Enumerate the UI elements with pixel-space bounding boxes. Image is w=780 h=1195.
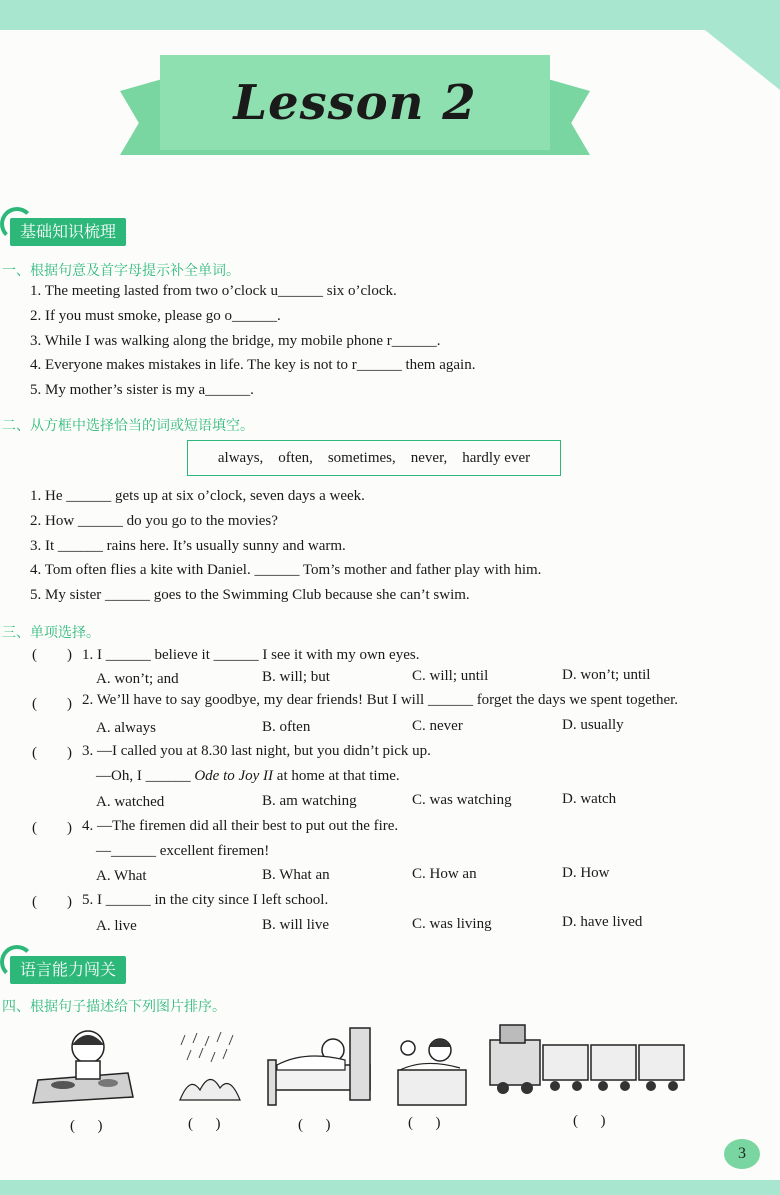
question-stem: 5. I ______ in the city since I left school. [82, 892, 329, 908]
picture-answer-blank[interactable]: ( ) [70, 1118, 103, 1134]
option-a: A. won’t; and [96, 671, 179, 687]
picture-answer-blank[interactable]: ( ) [188, 1116, 221, 1132]
boy-sleeping-icon [265, 1020, 375, 1110]
boy-eating-icon [28, 1025, 138, 1105]
word-box-text: always, often, sometimes, never, hardly ever [217, 449, 531, 466]
page-number: 3 [724, 1139, 760, 1169]
lesson-title: Lesson 2 [233, 74, 477, 131]
question-line2: —______ excellent firemen! [96, 843, 270, 859]
option-b: B. will; but [262, 669, 330, 685]
rain-icon [175, 1030, 245, 1105]
section-tag-ability: 语言能力闯关 [10, 956, 126, 984]
banner-center [160, 55, 550, 150]
part1-heading: 一、根据句意及首字母提示补全单词。 [2, 263, 240, 279]
answer-blank[interactable]: ( ) [32, 696, 72, 712]
answer-blank[interactable]: ( ) [32, 894, 72, 910]
part1-item: 5. My mother’s sister is my a______. [30, 382, 254, 398]
part3-heading: 三、单项选择。 [2, 625, 100, 641]
question-line2 [96, 768, 400, 785]
q3-line2-a: —Oh, I ______ [96, 768, 195, 784]
option-b: B. will live [262, 917, 330, 933]
option-c: C. was living [412, 916, 492, 932]
option-d: D. How [562, 865, 610, 881]
answer-blank[interactable]: ( ) [32, 745, 72, 761]
option-a: A. watched [96, 794, 165, 810]
picture-answer-blank[interactable]: ( ) [408, 1115, 441, 1131]
picture-answer-blank[interactable]: ( ) [573, 1113, 606, 1129]
option-b: B. am watching [262, 793, 357, 809]
option-c: C. was watching [412, 792, 512, 808]
option-c: C. How an [412, 866, 477, 882]
option-c: C. will; until [412, 668, 489, 684]
part2-item: 2. How ______ do you go to the movies? [30, 513, 278, 529]
word-box [187, 440, 561, 476]
part1-item: 3. While I was walking along the bridge, my mobile phone r______. [30, 333, 441, 349]
q3-line2-b: at home at that time. [273, 768, 400, 784]
train-icon [485, 1020, 705, 1100]
option-b: B. What an [262, 867, 330, 883]
option-d: D. won’t; until [562, 667, 651, 683]
answer-blank[interactable]: ( ) [32, 647, 72, 663]
part1-item: 1. The meeting lasted from two o’clock u______ six o’clock. [30, 283, 397, 299]
q3-line2-title: Ode to Joy II [194, 768, 274, 784]
part2-item: 3. It ______ rains here. It’s usually sunny and warm. [30, 538, 346, 554]
part2-item: 5. My sister ______ goes to the Swimming Club because she can’t swim. [30, 587, 470, 603]
option-a: A. live [96, 918, 137, 934]
option-b: B. often [262, 719, 311, 735]
part4-heading: 四、根据句子描述给下列图片排序。 [2, 999, 226, 1015]
option-d: D. have lived [562, 914, 643, 930]
alarm-wake-icon [390, 1020, 470, 1110]
part2-item: 4. Tom often flies a kite with Daniel. ______ Tom’s mother and father play with him. [30, 562, 542, 578]
option-d: D. watch [562, 791, 617, 807]
option-a: A. What [96, 868, 147, 884]
part2-heading: 二、从方框中选择恰当的词或短语填空。 [2, 418, 254, 434]
option-d: D. usually [562, 717, 624, 733]
picture-answer-blank[interactable]: ( ) [298, 1117, 331, 1133]
title-banner [120, 55, 590, 160]
option-c: C. never [412, 718, 463, 734]
question-stem: 2. We’ll have to say goodbye, my dear friends! But I will ______ forget the days we spent together. [82, 692, 679, 708]
question-stem: 4. —The firemen did all their best to put out the fire. [82, 818, 399, 834]
section-tag-basic: 基础知识梳理 [10, 218, 126, 246]
question-stem: 1. I ______ believe it ______ I see it with my own eyes. [82, 647, 420, 663]
part1-item: 4. Everyone makes mistakes in life. The key is not to r______ them again. [30, 357, 476, 373]
part1-item: 2. If you must smoke, please go o______. [30, 308, 281, 324]
answer-blank[interactable]: ( ) [32, 820, 72, 836]
option-a: A. always [96, 720, 156, 736]
part2-item: 1. He ______ gets up at six o’clock, seven days a week. [30, 488, 365, 504]
question-stem: 3. —I called you at 8.30 last night, but you didn’t pick up. [82, 743, 431, 759]
